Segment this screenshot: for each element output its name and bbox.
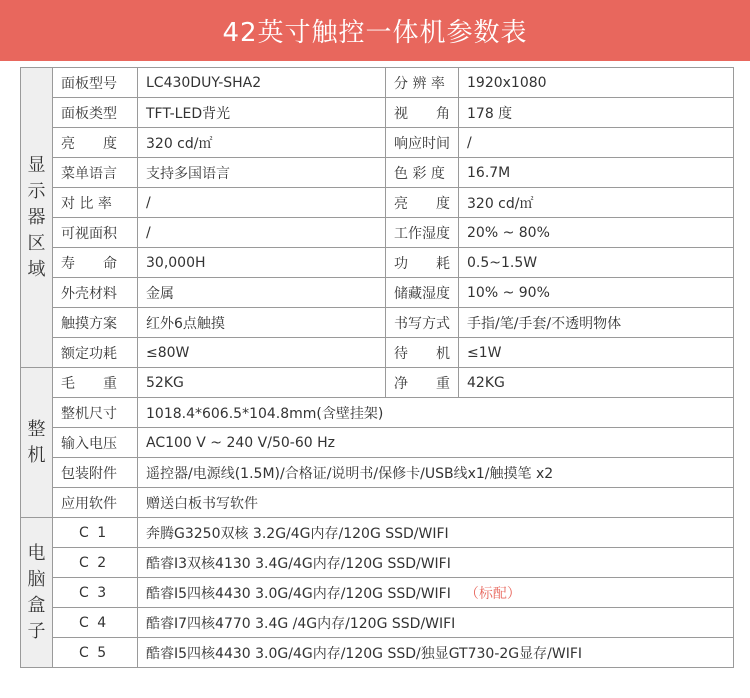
- row-value-2: 16.7M: [459, 158, 734, 188]
- row-value-2: 20% ~ 80%: [459, 218, 734, 248]
- row-label: C 5: [53, 638, 138, 668]
- row-label-2: 书写方式: [386, 308, 459, 338]
- row-label: 亮 度: [53, 128, 138, 158]
- row-label: 额定功耗: [53, 338, 138, 368]
- row-label: 毛 重: [53, 368, 138, 398]
- table-row: [21, 638, 734, 668]
- row-value: 红外6点触摸: [138, 308, 386, 338]
- row-value: [138, 518, 734, 548]
- row-value: 金属: [138, 278, 386, 308]
- table-row: [21, 188, 734, 218]
- row-value-2: 0.5~1.5W: [459, 248, 734, 278]
- row-label: 面板型号: [53, 68, 138, 98]
- section-display-char: 示: [27, 180, 46, 202]
- section-display-char: 显: [27, 154, 46, 176]
- row-label: 应用软件: [53, 488, 138, 518]
- table-row: [21, 248, 734, 278]
- table-row: [21, 608, 734, 638]
- row-value: [138, 428, 734, 458]
- section-display-char: 器: [27, 206, 46, 228]
- row-value: [138, 608, 734, 638]
- table-row: [21, 458, 734, 488]
- row-value-text: AC100 V ~ 240 V/50-60 Hz: [146, 434, 335, 451]
- row-value-2: 1920x1080: [459, 68, 734, 98]
- row-label: 触摸方案: [53, 308, 138, 338]
- row-value: 30,000H: [138, 248, 386, 278]
- row-label: 输入电压: [53, 428, 138, 458]
- spec-table: [20, 67, 734, 668]
- table-row: [21, 368, 734, 398]
- row-label-2: 功 耗: [386, 248, 459, 278]
- row-label-2: 待 机: [386, 338, 459, 368]
- table-row: [21, 128, 734, 158]
- section-pc-char: 子: [27, 620, 46, 642]
- section-pc: [21, 518, 53, 668]
- table-row: [21, 518, 734, 548]
- row-label: 对 比 率: [53, 188, 138, 218]
- row-value-text: 1018.4*606.5*104.8mm(含壁挂架): [146, 405, 384, 422]
- row-value-text: 赠送白板书写软件: [146, 495, 258, 512]
- row-label: 包装附件: [53, 458, 138, 488]
- page-title: 42英寸触控一体机参数表: [222, 18, 528, 48]
- row-value: [138, 638, 734, 668]
- row-value-2: 178 度: [459, 98, 734, 128]
- table-row: [21, 578, 734, 608]
- row-label: 菜单语言: [53, 158, 138, 188]
- section-pc-char: 盒: [27, 594, 46, 616]
- row-value: [138, 578, 734, 608]
- section-display-char: 域: [27, 258, 46, 280]
- section-machine-char: 整: [27, 418, 46, 440]
- row-label-2: 色 彩 度: [386, 158, 459, 188]
- row-value-2: /: [459, 128, 734, 158]
- table-row: [21, 398, 734, 428]
- section-pc-char: 电: [27, 542, 46, 564]
- row-value: LC430DUY-SHA2: [138, 68, 386, 98]
- row-value-text: 酷睿I5四核4430 3.0G/4G内存/120G SSD/WIFI: [146, 585, 451, 602]
- row-value-text: 奔腾G3250双核 3.2G/4G内存/120G SSD/WIFI: [146, 525, 449, 542]
- table-row: [21, 278, 734, 308]
- row-label-2: 储藏湿度: [386, 278, 459, 308]
- row-label: C 4: [53, 608, 138, 638]
- row-value: 320 cd/㎡: [138, 128, 386, 158]
- row-value: [138, 398, 734, 428]
- table-row: [21, 428, 734, 458]
- table-row: [21, 548, 734, 578]
- row-label-2: 分 辨 率: [386, 68, 459, 98]
- section-machine-char: 机: [27, 444, 46, 466]
- row-value-2: ≤1W: [459, 338, 734, 368]
- row-value: ≤80W: [138, 338, 386, 368]
- row-value: /: [138, 188, 386, 218]
- row-value-text: 酷睿I3双核4130 3.4G/4G内存/120G SSD/WIFI: [146, 555, 451, 572]
- row-value: TFT-LED背光: [138, 98, 386, 128]
- table-row: [21, 308, 734, 338]
- row-label: 寿 命: [53, 248, 138, 278]
- row-value-2: 10% ~ 90%: [459, 278, 734, 308]
- section-display: [21, 68, 53, 368]
- row-label-2: 净 重: [386, 368, 459, 398]
- section-display-char: 区: [27, 232, 46, 254]
- row-value: [138, 488, 734, 518]
- row-label: 面板类型: [53, 98, 138, 128]
- row-label: C 2: [53, 548, 138, 578]
- section-machine: [21, 368, 53, 518]
- row-label: 整机尺寸: [53, 398, 138, 428]
- table-row: [21, 488, 734, 518]
- section-pc-char: 脑: [27, 568, 46, 590]
- row-label: 外壳材料: [53, 278, 138, 308]
- row-value-text: 酷睿I7四核4770 3.4G /4G内存/120G SSD/WIFI: [146, 615, 456, 632]
- row-label-2: 响应时间: [386, 128, 459, 158]
- row-value-2: 320 cd/㎡: [459, 188, 734, 218]
- row-value: 52KG: [138, 368, 386, 398]
- row-value: [138, 548, 734, 578]
- row-value-text: 遥控器/电源线(1.5M)/合格证/说明书/保修卡/USB线x1/触摸笔 x2: [146, 465, 554, 482]
- table-row: [21, 218, 734, 248]
- row-value-2: 手指/笔/手套/不透明物体: [459, 308, 734, 338]
- row-value: /: [138, 218, 386, 248]
- row-label: 可视面积: [53, 218, 138, 248]
- row-label: C 1: [53, 518, 138, 548]
- row-label-2: 亮 度: [386, 188, 459, 218]
- row-value: 支持多国语言: [138, 158, 386, 188]
- page-title-banner: [0, 0, 750, 61]
- row-value: [138, 458, 734, 488]
- standard-config-note: （标配）: [464, 585, 521, 602]
- table-row: [21, 98, 734, 128]
- row-value-2: 42KG: [459, 368, 734, 398]
- row-value-text: 酷睿I5四核4430 3.0G/4G内存/120G SSD/独显GT730-2G显存/WIFI: [146, 645, 583, 662]
- table-row: [21, 68, 734, 98]
- row-label: C 3: [53, 578, 138, 608]
- table-row: [21, 158, 734, 188]
- row-label-2: 视 角: [386, 98, 459, 128]
- row-label-2: 工作湿度: [386, 218, 459, 248]
- table-row: [21, 338, 734, 368]
